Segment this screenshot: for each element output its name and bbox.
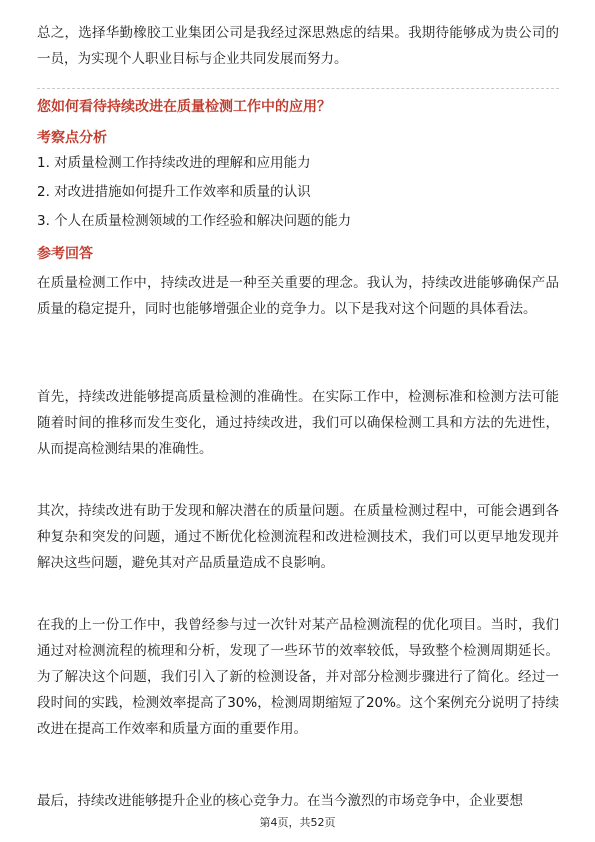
answer-paragraph-1: 在质量检测工作中，持续改进是一种至关重要的理念。我认为，持续改进能够确保产品质量的稳定提升，同时也能够增强企业的竞争力。以下是我对这个问题的具体看法。: [37, 275, 559, 317]
answer-paragraph-3: 其次，持续改进有助于发现和解决潜在的质量问题。在质量检测过程中，可能会遇到各种复杂和突发的问题，通过不断优化检测流程和改进检测技术，我们可以更早地发现并解决这些问题，避免其对产品质量造成不良影响。: [37, 503, 559, 571]
page-number: 第4页，共52页: [259, 816, 336, 829]
question-title: 您如何看待持续改进在质量检测工作中的应用？: [37, 99, 331, 115]
answer-paragraph-5: 最后，持续改进能够提升企业的核心竞争力。在当今激烈的市场竞争中，企业要想: [37, 793, 523, 809]
analysis-heading: 考察点分析: [37, 130, 107, 146]
answer-heading: 参考回答: [37, 246, 93, 262]
intro-paragraph: 总之，选择华勤橡胶工业集团公司是我经过深思熟虑的结果。我期待能够成为贵公司的一员，为实现个人职业目标与企业共同发展而努力。: [37, 25, 559, 67]
answer-paragraph-2: 首先，持续改进能够提高质量检测的准确性。在实际工作中，检测标准和检测方法可能随着时间的推移而发生变化，通过持续改进，我们可以确保检测工具和方法的先进性，从而提高检测结果的准确性。: [37, 389, 559, 457]
analysis-item-2: 2. 对改进措施如何提升工作效率和质量的认识: [37, 184, 311, 200]
answer-paragraph-4: 在我的上一份工作中，我曾经参与过一次针对某产品检测流程的优化项目。当时，我们通过对检测流程的梳理和分析，发现了一些环节的效率较低，导致整个检测周期延长。为了解决这个问题，我们引入了新的检测设备，并对部分检测步骤进行了简化。经过一段时间的实践，检测效率提高了30%，检测周期缩短了20%。这个案例充分说明了持续改进在提高工作效率和质量方面的重要作用。: [37, 617, 559, 737]
analysis-item-1: 1. 对质量检测工作持续改进的理解和应用能力: [37, 155, 311, 171]
section-divider: [37, 88, 559, 89]
analysis-item-3: 3. 个人在质量检测领域的工作经验和解决问题的能力: [37, 213, 352, 229]
